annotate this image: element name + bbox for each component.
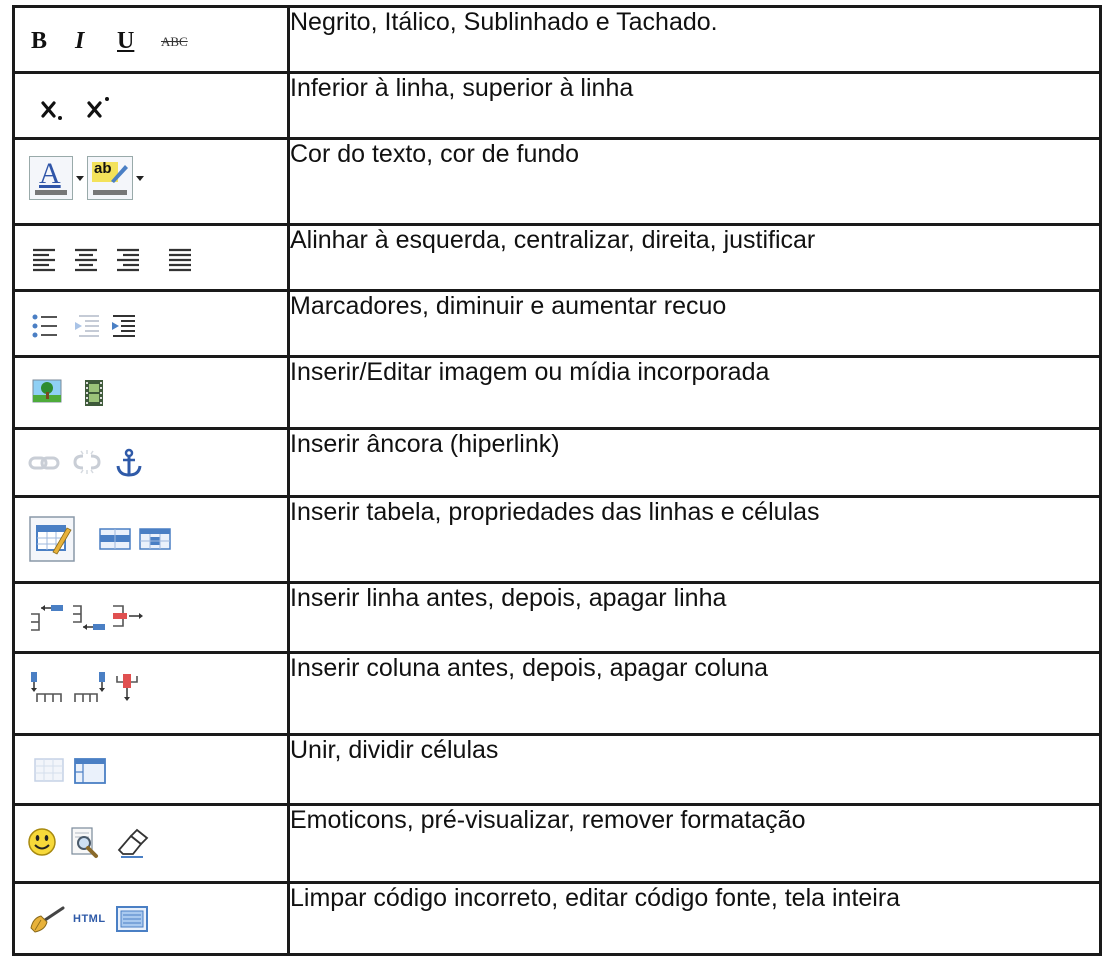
bold-icon: B — [31, 28, 48, 54]
bullet-list-icon — [29, 312, 69, 340]
split-cells-icon — [73, 756, 109, 786]
align-center-icon — [71, 246, 111, 272]
emoticons-icon — [27, 826, 61, 860]
preview-icon — [69, 826, 105, 860]
fullscreen-icon — [114, 904, 152, 934]
icon-cell — [14, 291, 289, 357]
icon-cell — [14, 225, 289, 291]
justify-icon — [165, 246, 205, 272]
subscript-icon — [39, 94, 75, 124]
table-row — [14, 653, 1101, 735]
table-row — [14, 225, 1101, 291]
text-color-icon — [29, 156, 73, 200]
row-description: Inserir tabela, propriedades das linhas e células — [289, 497, 1101, 583]
insert-row-after-icon — [69, 600, 113, 634]
row-description: Unir, dividir células — [289, 735, 1101, 805]
row-properties-icon — [97, 516, 133, 562]
insert-column-after-icon — [71, 670, 115, 706]
icon-cell — [14, 139, 289, 225]
media-icon — [79, 378, 113, 408]
indent-icon — [109, 312, 149, 340]
chevron-down-icon[interactable] — [133, 156, 147, 200]
icon-cell — [14, 429, 289, 497]
table-row — [14, 497, 1101, 583]
insert-row-before-icon — [27, 600, 71, 634]
html-source-icon: HTML — [73, 913, 106, 925]
icon-cell — [14, 883, 289, 955]
icon-cell — [14, 7, 289, 73]
superscript-icon — [85, 94, 121, 124]
row-description: Inserir coluna antes, depois, apagar coluna — [289, 653, 1101, 735]
table-row — [14, 583, 1101, 653]
align-left-icon — [29, 246, 69, 272]
insert-column-before-icon — [27, 670, 71, 706]
merge-cells-icon — [33, 756, 69, 786]
background-color-letters: ab — [94, 160, 112, 177]
table-row — [14, 139, 1101, 225]
row-description: Cor do texto, cor de fundo — [289, 139, 1101, 225]
icon-cell — [14, 805, 289, 883]
background-color-icon — [87, 156, 133, 200]
table-row — [14, 291, 1101, 357]
row-description: Marcadores, diminuir e aumentar recuo — [289, 291, 1101, 357]
row-description: Inserir linha antes, depois, apagar linha — [289, 583, 1101, 653]
icon-cell — [14, 583, 289, 653]
table-row — [14, 7, 1101, 73]
anchor-icon — [113, 448, 147, 480]
strikethrough-icon: ABC — [161, 34, 188, 49]
table-icon — [29, 516, 75, 562]
chevron-down-icon[interactable] — [73, 156, 87, 200]
underline-icon: U — [117, 28, 135, 54]
align-right-icon — [113, 246, 153, 272]
row-description: Limpar código incorreto, editar código fonte, tela inteira — [289, 883, 1101, 955]
table-row — [14, 73, 1101, 139]
italic-icon: I — [75, 28, 85, 54]
row-description: Inferior à linha, superior à linha — [289, 73, 1101, 139]
row-description: Emoticons, pré-visualizar, remover formatação — [289, 805, 1101, 883]
cleanup-icon — [27, 904, 69, 934]
delete-row-icon — [109, 600, 153, 634]
table-row — [14, 357, 1101, 429]
icon-cell — [14, 497, 289, 583]
table-row — [14, 735, 1101, 805]
unlink-icon — [69, 448, 111, 478]
cell-properties-icon — [137, 516, 173, 562]
delete-column-icon — [111, 670, 155, 706]
outdent-icon — [69, 312, 109, 340]
table-row — [14, 429, 1101, 497]
row-description: Inserir âncora (hiperlink) — [289, 429, 1101, 497]
icon-cell — [14, 357, 289, 429]
icon-cell — [14, 735, 289, 805]
text-color-letter: A — [39, 157, 61, 190]
remove-format-icon — [115, 826, 151, 860]
table-row — [14, 883, 1101, 955]
row-description: Negrito, Itálico, Sublinhado e Tachado. — [289, 7, 1101, 73]
row-description: Inserir/Editar imagem ou mídia incorporada — [289, 357, 1101, 429]
icon-cell — [14, 653, 289, 735]
link-icon — [27, 448, 69, 478]
icon-cell — [14, 73, 289, 139]
image-icon — [31, 378, 65, 406]
editor-reference-table — [12, 5, 1102, 956]
table-row — [14, 805, 1101, 883]
row-description: Alinhar à esquerda, centralizar, direita, justificar — [289, 225, 1101, 291]
